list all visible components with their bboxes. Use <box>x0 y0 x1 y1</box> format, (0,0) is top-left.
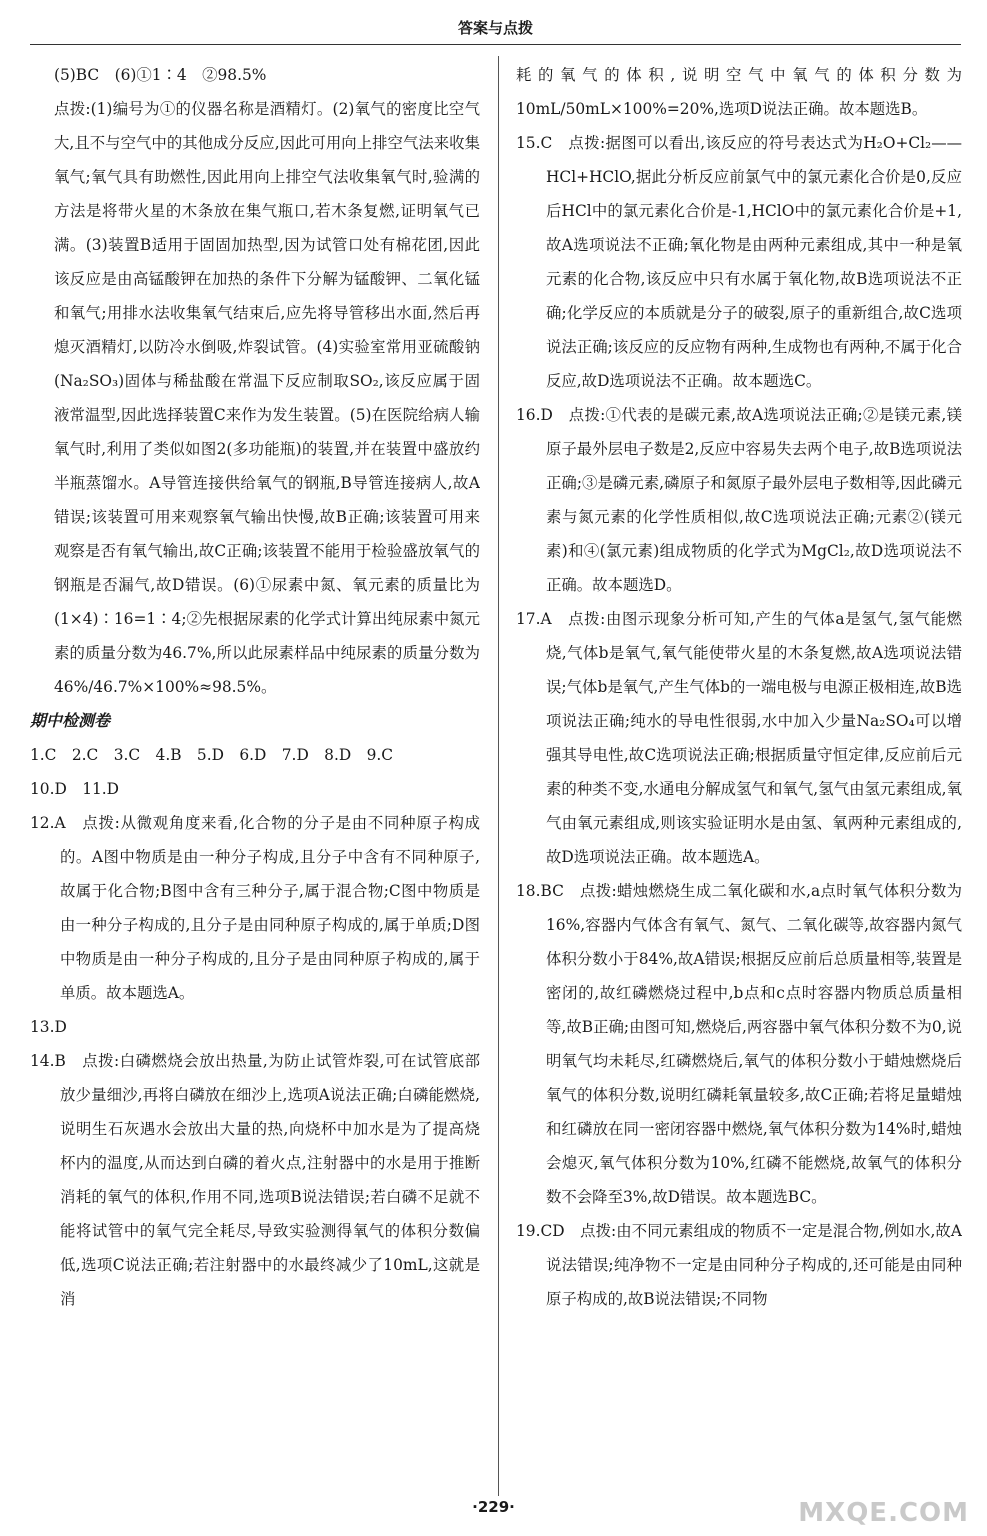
right-column <box>516 58 962 1316</box>
column-divider <box>498 56 499 1496</box>
answer-paragraph: 10.D 11.D <box>30 780 120 798</box>
watermark-logo: MXQE.COM <box>798 1498 969 1528</box>
answer-paragraph: 17.A 点拨:由图示现象分析可知,产生的气体a是氢气,氢气能燃烧,气体b是氧气,氧气能使带火星的木条复燃,故A选项说法错误;气体b是氧气,产生气体b的一端电极与电源正极相连,故B选项说法正确;纯水的导电性很弱,水中加入少量Na₂SO₄可以增强其导电性,故C选项说法正确;根据质量守恒定律,反应前后元素的种类不变,水通电分解成氢气和氧气,氢气由氢元素组成,氧气由氧元素组成,则该实验证明水是由氢、氧两种元素组成的,故D选项说法正确。故本题选A。 <box>516 610 962 866</box>
answer-paragraph: 13.D <box>30 1018 67 1036</box>
answer-paragraph: 14.B 点拨:白磷燃烧会放出热量,为防止试管炸裂,可在试管底部放少量细沙,再将白磷放在细沙上,选项A说法正确;白磷能燃烧,说明生石灰遇水会放出大量的热,向烧杯中加水是为了提高烧杯内的温度,从而达到白磷的着火点,注射器中的水是用于推断消耗的氧气的体积,作用不同,选项B说法错误;若白磷不足就不能将试管中的氧气完全耗尽,导致实验测得氧气的体积分数偏低,选项C说法正确;若注射器中的水最终减少了10mL,这就是消 <box>30 1052 480 1308</box>
page-number: ·229· <box>472 1498 515 1516</box>
answer-paragraph: 18.BC 点拨:蜡烛燃烧生成二氧化碳和水,a点时氧气体积分数为16%,容器内气体含有氧气、氮气、二氧化碳等,故容器内氮气体积分数小于84%,故A错误;根据反应前后总质量相等,装置是密闭的,故红磷燃烧过程中,b点和c点时容器内物质总质量相等,故B正确;由图可知,燃烧后,两容器中氧气体积分数不为0,说明氧气均未耗尽,红磷燃烧后,氧气的体积分数小于蜡烛燃烧后氧气的体积分数,说明红磷耗氧量较多,故C正确;若将足量蜡烛和红磷放在同一密闭容器中燃烧,氧气体积分数为14%时,蜡烛会熄灭,氧气体积分数为10%,红磷不能燃烧,故氧气的体积分数不会降至3%,故D错误。故本题选BC。 <box>516 882 962 1206</box>
answer-paragraph: 点拨:(1)编号为①的仪器名称是酒精灯。(2)氧气的密度比空气大,且不与空气中的其他成分反应,因此可用向上排空气法来收集氧气;氧气具有助燃性,因此用向上排空气法收集氧气时,验满的方法是将带火星的木条放在集气瓶口,若木条复燃,证明氧气已满。(3)装置B适用于固固加热型,因为试管口处有棉花团,因此该反应是由高锰酸钾在加热的条件下分解为锰酸钾、二氧化锰和氧气;用排水法收集氧气结束后,应先将导管移出水面,然后再熄灭酒精灯,以防冷水倒吸,炸裂试管。(4)实验室常用亚硫酸钠(Na₂SO₃)固体与稀盐酸在常温下反应制取SO₂,该反应属于固液常温型,因此选择装置C来作为发生装置。(5)在医院给病人输氧气时,利用了类似如图2(多功能瓶)的装置,并在装置中盛放约半瓶蒸馏水。A导管连接供给氧气的钢瓶,B导管连接病人,故A错误;该装置可用来观察氧气输出快慢,故B正确;该装置可用来观察是否有氧气输出,故C正确;该装置不能用于检验盛放氧气的钢瓶是否漏气,故D错误。(6)①尿素中氮、氧元素的质量比为(1×4)∶16=1∶4;②先根据尿素的化学式计算出纯尿素中氮元素的质量分数为46.7%,所以此尿素样品中纯尿素的质量分数为46%/46.7%×100%≈98.5%。 <box>54 100 480 696</box>
answer-paragraph: 1.C 2.C 3.C 4.B 5.D 6.D 7.D 8.D 9.C <box>30 746 394 764</box>
answer-paragraph: 12.A 点拨:从微观角度来看,化合物的分子是由不同种原子构成的。A图中物质是由一种分子构成,且分子中含有不同种原子,故属于化合物;B图中含有三种分子,属于混合物;C图中物质是由一种分子构成的,且分子是由同种原子构成的,属于单质;D图中物质是由一种分子构成的,且分子是由同种原子构成的,属于单质。故本题选A。 <box>30 814 480 1002</box>
header-title: 答案与点拨 <box>457 19 533 37</box>
answer-paragraph: 16.D 点拨:①代表的是碳元素,故A选项说法正确;②是镁元素,镁原子最外层电子数是2,反应中容易失去两个电子,故B选项说法正确;③是磷元素,磷原子和氮原子最外层电子数相等,因此磷元素与氮元素的化学性质相似,故C选项说法正确;元素②(镁元素)和④(氯元素)组成物质的化学式为MgCl₂,故D选项说法不正确。故本题选D。 <box>516 406 962 594</box>
answer-paragraph: 19.CD 点拨:由不同元素组成的物质不一定是混合物,例如水,故A说法错误;纯净物不一定是由同种分子构成的,还可能是由同种原子构成的,故B说法错误;不同物 <box>516 1222 962 1308</box>
answer-paragraph: 耗的氧气的体积,说明空气中氧气的体积分数为10mL/50mL×100%=20%,选项D说法正确。故本题选B。 <box>516 66 962 118</box>
page-header <box>30 12 961 45</box>
left-column <box>30 58 480 1316</box>
answer-paragraph: 15.C 点拨:据图可以看出,该反应的符号表达式为H₂O+Cl₂——HCl+HClO,据此分析反应前氯气中的氯元素化合价是0,反应后HCl中的氯元素化合价是-1,HClO中的氯元素化合价是+1,故A选项说法不正确;氧化物是由两种元素组成,其中一种是氧元素的化合物,该反应中只有水属于氧化物,故B选项说法不正确;化学反应的本质就是分子的破裂,原子的重新组合,故C选项说法正确;该反应的反应物有两种,生成物也有两种,不属于化合反应,故D选项说法不正确。故本题选C。 <box>516 134 962 390</box>
answer-paragraph: (5)BC (6)①1∶4 ②98.5% <box>54 66 267 84</box>
section-title: 期中检测卷 <box>30 711 111 730</box>
